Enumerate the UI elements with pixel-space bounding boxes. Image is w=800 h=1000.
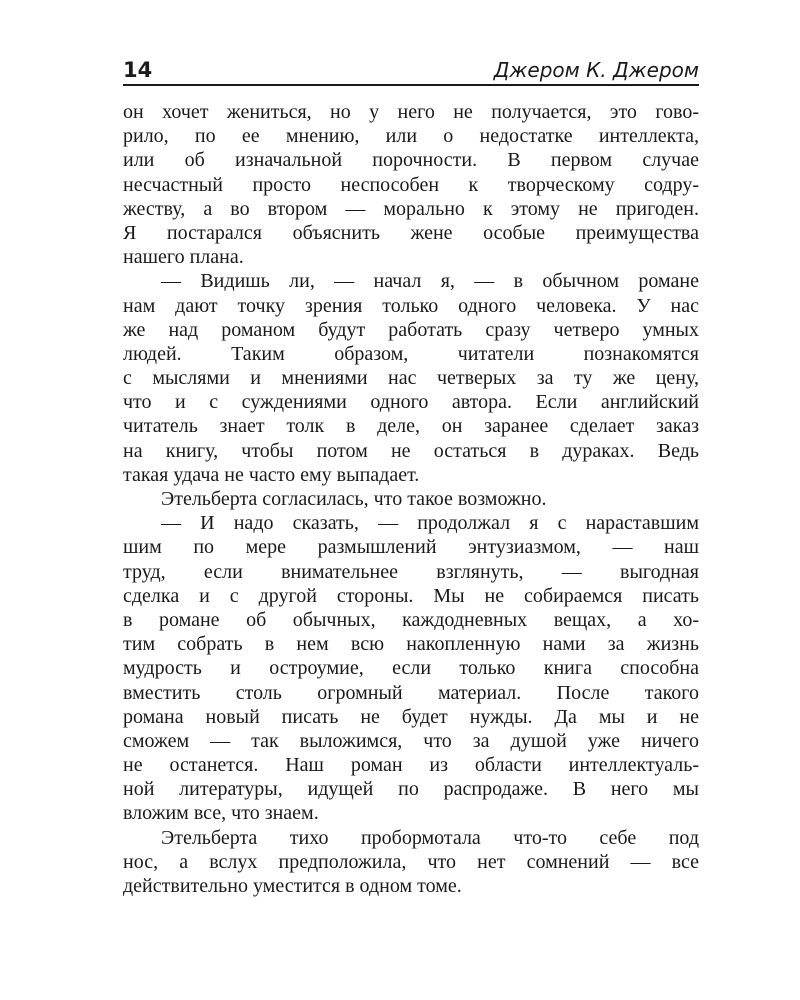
text-line: Этельберта тихо пробормотала что-то себе под (161, 826, 699, 849)
text-line: сможем — так выложимся, что за душой уже ничего (123, 729, 699, 752)
text-line: он хочет жениться, но у него не получается, это гово- (123, 101, 699, 123)
text-line: Этельберта согласилась, что такое возможно. (161, 488, 547, 510)
text-line: нам дают точку зрения только одного человека. У нас (123, 294, 699, 317)
text-line: нос, а вслух предположила, что нет сомнений — все (123, 850, 699, 873)
text-line: ной литературы, идущей по распродаже. В него мы (123, 778, 699, 801)
page-number: 14 (123, 58, 153, 82)
text-line: нашего плана. (123, 246, 244, 269)
text-line: труд, если внимательнее взглянуть, — выгодная (123, 560, 699, 583)
running-head (123, 56, 699, 86)
paragraph (123, 269, 699, 487)
text-line: действительно уместится в одном томе. (123, 875, 462, 897)
text-line: что и с суждениями одного автора. Если английский (123, 391, 699, 414)
text-line: не останется. Наш роман из области интеллектуаль- (123, 754, 699, 777)
text-line: в романе об обычных, каждодневных вещах, а хо- (123, 608, 699, 631)
text-line: рило, по ее мнению, или о недостатке интеллекта, (123, 125, 699, 148)
text-line: читатель знает толк в деле, он заранее сделает заказ (123, 415, 699, 438)
text-line: несчастный просто неспособен к творческому содру- (123, 173, 699, 196)
paragraph (123, 511, 699, 825)
text-line: тим собрать в нем всю накопленную нами за жизнь (123, 633, 699, 656)
text-line: же над романом будут работать сразу четверо умных (123, 318, 699, 341)
text-line: с мыслями и мнениями нас четверых за ту же цену, (123, 367, 699, 390)
paragraph (123, 487, 699, 511)
text-line: романа новый писать не будет нужды. Да мы и не (123, 705, 699, 728)
text-line: вложим все, что знаем. (123, 802, 319, 825)
text-line: вместить столь огромный материал. После такого (123, 681, 699, 704)
paragraph (123, 826, 699, 899)
header-rule (123, 84, 699, 86)
running-title: Джером К. Джером (493, 58, 699, 82)
body-text (123, 100, 699, 898)
text-line: на книгу, чтобы потом не остаться в дураках. Ведь (123, 439, 699, 462)
text-line: сделка и с другой стороны. Мы не собираемся писать (123, 584, 699, 607)
text-line: — И надо сказать, — продолжал я с нараставшим (161, 512, 699, 535)
text-line: жеству, а во втором — морально к этому не пригоден. (123, 197, 699, 220)
text-line: — Видишь ли, — начал я, — в обычном романе (161, 270, 699, 293)
text-line: мудрость и остроумие, если только книга способна (123, 657, 699, 680)
text-line: такая удача не часто ему выпадает. (123, 463, 420, 486)
text-line: Я постарался объяснить жене особые преимущества (123, 221, 699, 244)
book-page (123, 56, 699, 898)
text-line: людей. Таким образом, читатели познакомятся (123, 342, 699, 365)
text-line: шим по мере размышлений энтузиазмом, — наш (123, 536, 699, 559)
paragraph (123, 100, 699, 269)
text-line: или об изначальной порочности. В первом случае (123, 149, 699, 172)
